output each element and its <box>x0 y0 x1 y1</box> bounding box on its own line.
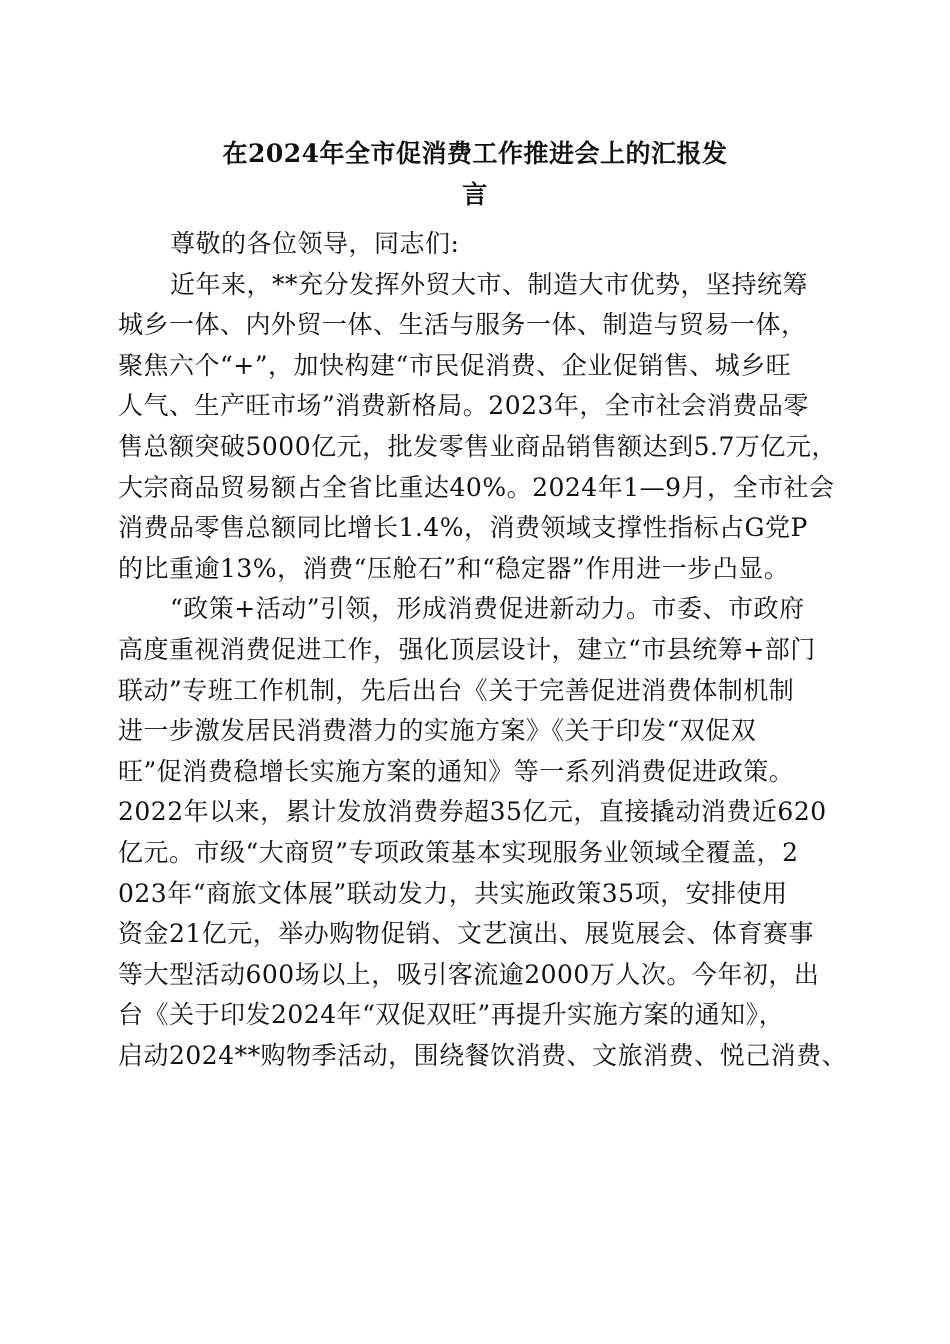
text-line: 消费品零售总额同比增长1.4%，消费领域支撑性指标占G党P <box>118 513 808 543</box>
text-line: 人气、生产旺市场”消费新格局。2023年，全市社会消费品零 <box>118 391 809 421</box>
text-line: 的比重逾13%，消费“压舱石”和“稳定器”作用进一步凸显。 <box>118 553 790 583</box>
text-line: 启动2024**购物季活动，围绕餐饮消费、文旅消费、悦己消费、 <box>118 1040 848 1070</box>
text-line: 联动”专班工作机制，先后出台《关于完善促进消费体制机制 <box>118 675 795 705</box>
paragraph-2 <box>118 589 848 1076</box>
title-line: 言 <box>462 179 488 209</box>
text-line: 台《关于印发2024年“双促双旺”再提升实施方案的通知》， <box>118 1000 785 1030</box>
text-line: 城乡一体、内外贸一体、生活与服务一体、制造与贸易一体， <box>118 310 807 340</box>
text-line: 进一步激发居民消费潜力的实施方案》《关于印发“双促双 <box>118 716 757 746</box>
text-line: 聚焦六个“+”，加快构建“市民促消费、企业促销售、城乡旺 <box>118 350 792 380</box>
document-body <box>118 224 848 1076</box>
text-line: 资金21亿元，举办购物促销、文艺演出、展览展会、体育赛事 <box>118 919 814 949</box>
text-line: 等大型活动600场以上，吸引客流逾2000万人次。今年初，出 <box>118 959 820 989</box>
greeting: 尊敬的各位领导，同志们: <box>170 229 460 258</box>
text-line: 2022年以来，累计发放消费券超35亿元，直接撬动消费近620 <box>118 797 827 827</box>
text-line: 023年“商旅文体展”联动发力，共实施政策35项，安排使用 <box>118 878 788 908</box>
greeting-paragraph <box>118 224 838 265</box>
text-line: 售总额突破5000亿元，批发零售业商品销售额达到5.7万亿元， <box>118 431 837 461</box>
text-line: 亿元。市级“大商贸”专项政策基本实现服务业领域全覆盖，2 <box>118 837 799 867</box>
paragraph-1 <box>118 265 838 590</box>
document-title <box>110 134 840 215</box>
text-line: 近年来，**充分发挥外贸大市、制造大市优势，坚持统筹 <box>170 269 809 299</box>
title-line: 在2024年全市促消费工作推进会上的汇报发 <box>222 139 728 168</box>
text-line: 大宗商品贸易额占全省比重达40%。2024年1—9月，全市社会 <box>118 472 835 502</box>
text-line: 高度重视消费促进工作，强化顶层设计，建立“市县统筹+部门 <box>118 634 816 664</box>
text-line: “政策+活动”引领，形成消费促进新动力。市委、市政府 <box>170 594 805 624</box>
text-line: 旺”促消费稳增长实施方案的通知》等一系列消费促进政策。 <box>118 756 795 786</box>
